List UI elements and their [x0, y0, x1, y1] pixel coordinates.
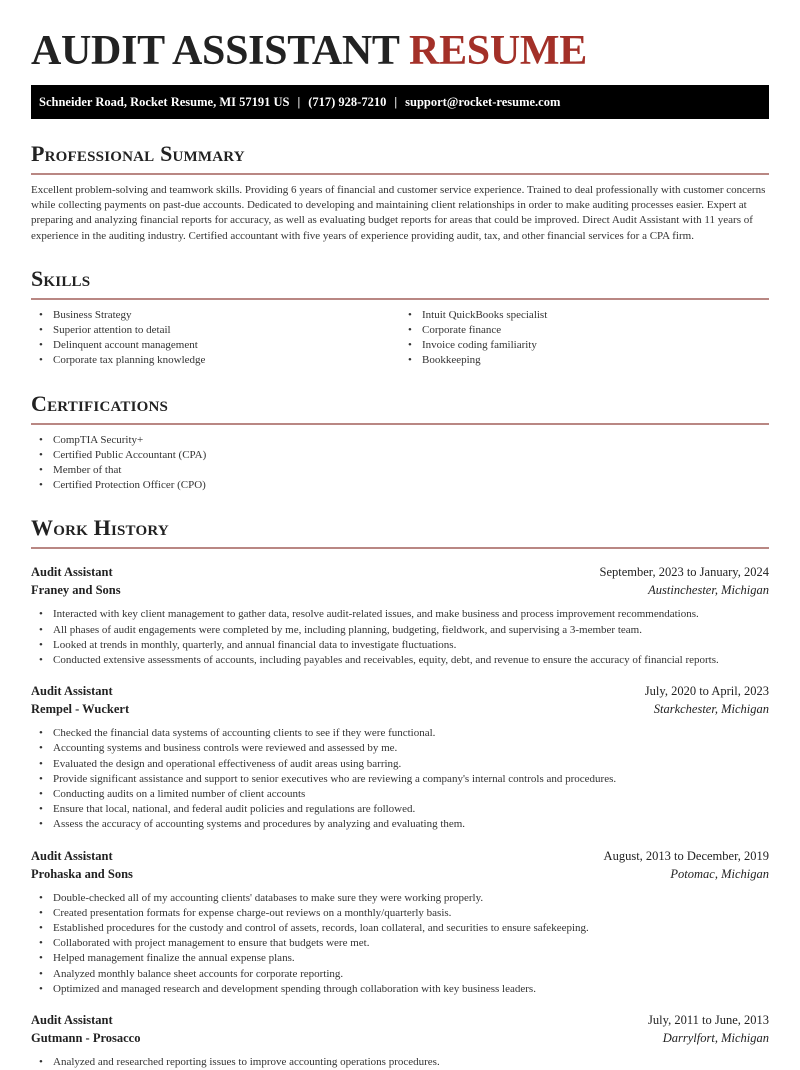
title-main: AUDIT ASSISTANT [31, 28, 399, 74]
skill-item: • Corporate finance [422, 323, 769, 338]
job-entry [31, 682, 769, 832]
skill-item: • Invoice coding familiarity [422, 338, 769, 353]
certification-item: • Member of that [53, 463, 769, 478]
job-bullet: • Established procedures for the custody and control of assets, records, loan collateral, and securities to ensure safekeeping. [53, 921, 769, 936]
section-heading: Work History [31, 515, 169, 541]
job-dates: August, 2013 to December, 2019 [603, 848, 769, 863]
job-bullet: • Ensure that local, national, and federal audit policies and regulations are followed. [53, 802, 769, 817]
summary-text: Excellent problem-solving and teamwork skills. Providing 6 years of financial and customer service experience. Trained to deal professionally with customer concerns while collecting payments on past-due accounts. Dedicated to developing and maintaining client relationships in order to make auditing processes easier. Expert at preparing and analyzing financial reports for accuracy, as well as evaluating budget reports for areas that could be improved. Direct Audit Assistant with 11 years of experience in the auditing industry. Certified accountant with five years of experience providing audit, tax, and other financial services for a CPA firm. [31, 184, 766, 242]
certification-item: • Certified Protection Officer (CPO) [53, 478, 769, 493]
job-bullet: • Optimized and managed research and development spending through collaboration with key business leaders. [53, 982, 769, 997]
section-heading: Certifications [31, 390, 169, 416]
certification-item: • Certified Public Accountant (CPA) [53, 448, 769, 463]
job-company: Prohaska and Sons [31, 866, 133, 881]
job-location: Darrylfort, Michigan [662, 1031, 769, 1046]
job-bullet: • Analyzed monthly balance sheet accounts for corporate reporting. [53, 967, 769, 982]
job-bullet: • Created presentation formats for expense charge-out reviews on a monthly/quarterly basis. [53, 906, 769, 921]
skill-item: • Corporate tax planning knowledge [53, 353, 400, 368]
job-bullet: • Analyzed and researched reporting issues to improve accounting operations procedures. [53, 1055, 769, 1070]
job-bullet: • Helped management finalize the annual expense plans. [53, 951, 769, 966]
job-bullet: • Provide significant assistance and support to senior executives who are reviewing a company's internal controls and procedures. [53, 772, 769, 787]
job-entry [31, 847, 769, 997]
job-location: Austinchester, Michigan [648, 583, 769, 598]
contact-separator: | [297, 94, 301, 109]
job-bullet: • Accounting systems and business controls were reviewed and assessed by me. [53, 741, 769, 756]
job-dates: July, 2011 to June, 2013 [648, 1013, 769, 1028]
section-divider [31, 547, 769, 549]
skill-item: • Superior attention to detail [53, 323, 400, 338]
job-bullet: • Conducted extensive assessments of accounts, including payables and receivables, equity, debt, and revenue to ensure the accuracy of financial reports. [53, 653, 769, 668]
job-bullet: • Evaluated the design and operational effectiveness of audit areas using barring. [53, 757, 769, 772]
job-location: Potomac, Michigan [670, 866, 769, 881]
certification-item: • CompTIA Security+ [53, 433, 769, 448]
job-bullet: • All phases of audit engagements were completed by me, including planning, budgeting, fieldwork, and supervising a 3-member team. [53, 623, 769, 638]
certifications-list [31, 433, 769, 494]
skills-list-left [31, 308, 400, 369]
job-company: Gutmann - Prosacco [31, 1031, 141, 1046]
work-history-section [31, 515, 769, 1070]
contact-phone[interactable]: (717) 928-7210 [308, 94, 387, 109]
contact-email[interactable]: support@rocket-resume.com [405, 94, 561, 109]
title-accent: RESUME [409, 28, 587, 74]
job-bullet: • Interacted with key client management to gather data, resolve audit-related issues, and make business and process improvement recommendations. [53, 607, 769, 622]
job-title: Audit Assistant [31, 848, 113, 863]
job-title: Audit Assistant [31, 684, 113, 699]
job-bullets [31, 607, 769, 668]
job-bullet: • Checked the financial data systems of accounting clients to see if they were functional. [53, 726, 769, 741]
job-entry [31, 563, 769, 668]
job-dates: September, 2023 to January, 2024 [599, 565, 769, 580]
resume-title [31, 0, 769, 74]
job-title: Audit Assistant [31, 1013, 113, 1028]
section-heading: Professional Summary [31, 141, 245, 166]
contact-separator: | [394, 94, 398, 109]
skill-item: • Bookkeeping [422, 353, 769, 368]
contact-bar [31, 85, 769, 119]
job-dates: July, 2020 to April, 2023 [644, 684, 769, 699]
skill-item: • Business Strategy [53, 308, 400, 323]
job-bullets [31, 1055, 769, 1070]
job-bullets [31, 891, 769, 997]
professional-summary-section [31, 141, 769, 244]
skill-item: • Intuit QuickBooks specialist [422, 308, 769, 323]
job-bullet: • Assess the accuracy of accounting systems and procedures by analyzing and evaluating them. [53, 817, 769, 832]
job-bullet: • Double-checked all of my accounting clients' databases to make sure they were working properly. [53, 891, 769, 906]
section-heading: Skills [31, 265, 91, 291]
job-entry [31, 1011, 769, 1070]
job-bullets [31, 726, 769, 832]
skills-list-right [400, 308, 769, 369]
section-divider [31, 173, 769, 175]
skills-section [31, 266, 769, 369]
job-bullet: • Collaborated with project management to ensure that budgets were met. [53, 936, 769, 951]
job-title: Audit Assistant [31, 565, 113, 580]
job-bullet: • Looked at trends in monthly, quarterly, and annual financial data to investigate fluctuations. [53, 638, 769, 653]
job-bullet: • Conducting audits on a limited number of client accounts [53, 787, 769, 802]
job-company: Franey and Sons [31, 583, 121, 598]
contact-address: Schneider Road, Rocket Resume, MI 57191 US [39, 94, 290, 109]
skill-item: • Delinquent account management [53, 338, 400, 353]
skills-columns [31, 300, 769, 369]
section-divider [31, 423, 769, 425]
job-location: Starkchester, Michigan [653, 702, 769, 717]
certifications-section [31, 391, 769, 494]
job-company: Rempel - Wuckert [31, 702, 130, 717]
